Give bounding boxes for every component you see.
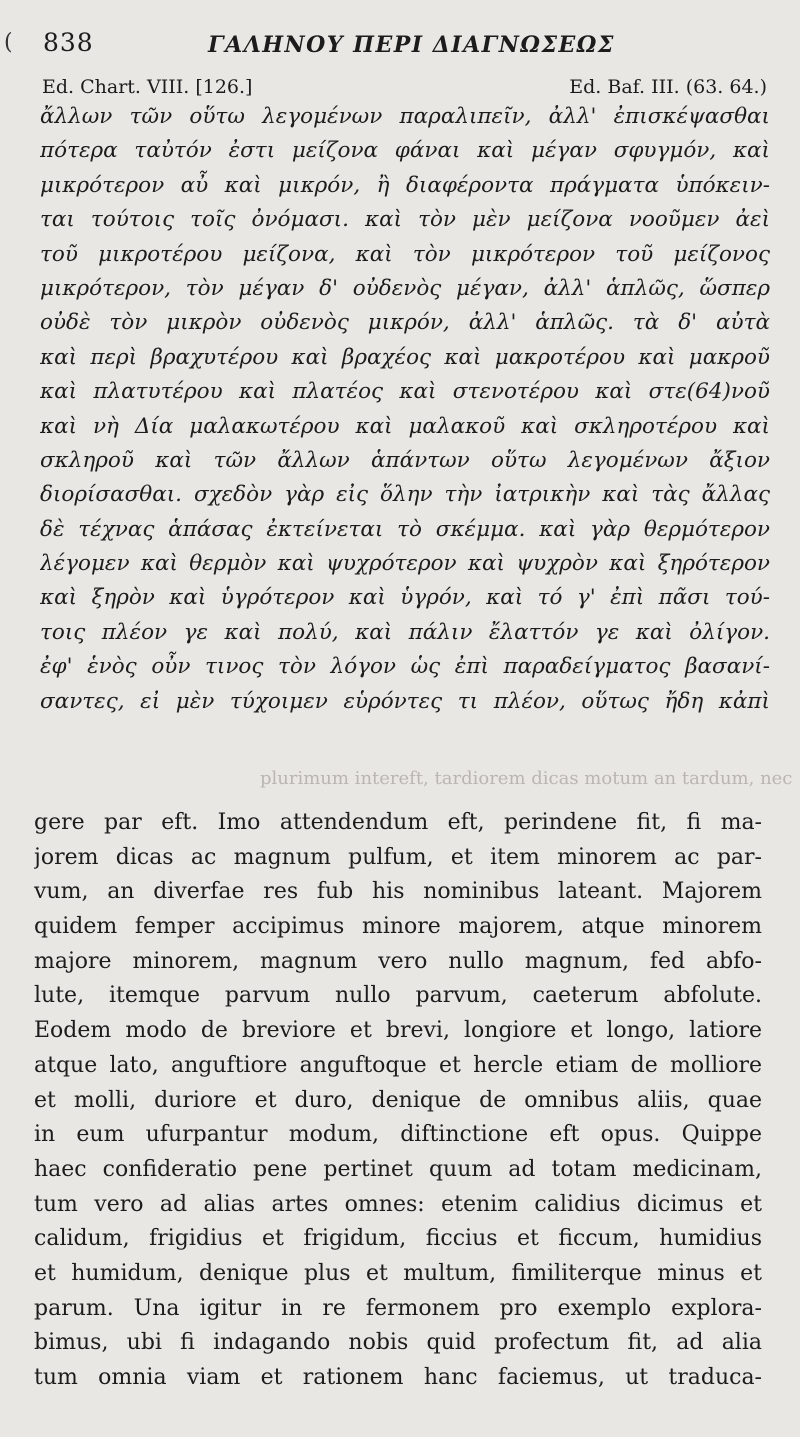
greek-line: ἐφ' ἑνὸς οὖν τινος τὸν λόγον ὡς ἐπὶ παραδείγματος βασανί- [40, 654, 770, 680]
latin-line: quidem femper accipimus minore majorem, atque minorem [34, 914, 762, 940]
greek-line: καὶ ξηρὸν καὶ ὑγρότερον καὶ ὑγρόν, καὶ τό γ' ἐπὶ πᾶσι τού- [40, 585, 770, 611]
greek-line: καὶ νὴ Δία μαλακωτέρου καὶ μαλακοῦ καὶ σκληροτέρου καὶ [40, 413, 770, 439]
latin-line: bimus, ubi fi indagando nobis quid profectum fit, ad alia [34, 1330, 762, 1356]
latin-text-block [34, 806, 762, 1396]
latin-line: et molli, duriore et duro, denique de omnibus aliis, quae [34, 1087, 762, 1113]
greek-line: καὶ πλατυτέρου καὶ πλατέος καὶ στενοτέρου καὶ στε(64)νοῦ [40, 379, 770, 405]
greek-line: πότερα ταὐτόν ἐστι μείζονα φάναι καὶ μέγαν σφυγμόν, καὶ [40, 138, 770, 164]
latin-line: tum omnia viam et rationem hanc faciemus, ut traduca- [34, 1365, 762, 1390]
edition-references [42, 76, 767, 100]
greek-line: μικρότερον αὖ καὶ μικρόν, ἢ διαφέροντα πράγματα ὑπόκειν- [40, 172, 770, 198]
greek-line: ται τούτοις τοῖς ὀνόμασι. καὶ τὸν μὲν μείζονα νοοῦμεν ἀεὶ [40, 207, 770, 233]
running-title: ΓΑΛΗΝΟΥ ΠΕΡΙ ΔΙΑΓΝΩΣΕΩΣ [208, 32, 615, 58]
latin-line: lute, itemque parvum nullo parvum, caeterum abfolute. [34, 983, 762, 1009]
greek-line: δὲ τέχνας ἁπάσας ἐκτείνεται τὸ σκέμμα. καὶ γὰρ θερμότερον [40, 516, 770, 542]
greek-line: οὐδὲ τὸν μικρὸν οὐδενὸς μικρόν, ἀλλ' ἁπλῶς. τὰ δ' αὐτὰ [40, 310, 770, 336]
edition-chartier-ref: Ed. Chart. VIII. [126.] [42, 76, 253, 98]
bleed-through-text: plurimum intereft, tardiorem dicas motum an tardum, nec [260, 768, 793, 789]
greek-line: καὶ περὶ βραχυτέρου καὶ βραχέος καὶ μακροτέρου καὶ μακροῦ [40, 344, 770, 370]
greek-line: μικρότερον, τὸν μέγαν δ' οὐδενὸς μέγαν, ἀλλ' ἁπλῶς, ὥσπερ [40, 275, 770, 301]
latin-line: calidum, frigidius et frigidum, ficcius et ficcum, humidius [34, 1226, 762, 1252]
latin-line: gere par eft. Imo attendendum eft, perindene fit, fi ma- [34, 810, 762, 835]
latin-line: parum. Una igitur in re fermonem pro exemplo explora- [34, 1295, 762, 1321]
greek-line: διορίσασθαι. σχεδὸν γὰρ εἰς ὅλην τὴν ἰατρικὴν καὶ τὰς ἄλλας [40, 482, 770, 508]
greek-line: ἄλλων τῶν οὕτω λεγομένων παραλιπεῖν, ἀλλ' ἐπισκέψασθαι [40, 104, 770, 129]
latin-line: atque lato, anguftiore anguftoque et hercle etiam de molliore [34, 1052, 762, 1078]
latin-line: haec confideratio pene pertinet quum ad totam medicinam, [34, 1156, 762, 1182]
greek-line: τοις πλέον γε καὶ πολύ, καὶ πάλιν ἔλαττόν γε καὶ ὀλίγον. [40, 619, 770, 645]
greek-line: σκληροῦ καὶ τῶν ἄλλων ἁπάντων οὕτω λεγομένων ἄξιον [40, 447, 770, 473]
page-number: 838 [43, 28, 94, 57]
latin-line: jorem dicas ac magnum pulfum, et item minorem ac par- [34, 844, 762, 870]
greek-line: τοῦ μικροτέρου μείζονα, καὶ τὸν μικρότερον τοῦ μείζονος [40, 241, 770, 267]
latin-line: tum vero ad alias artes omnes: etenim calidius dicimus et [34, 1191, 762, 1217]
running-head [40, 28, 780, 64]
greek-line: λέγομεν καὶ θερμὸν καὶ ψυχρότερον καὶ ψυχρὸν καὶ ξηρότερον [40, 551, 770, 577]
latin-line: vum, an diverfae res fub his nominibus lateant. Majorem [34, 879, 762, 905]
edition-basel-ref: Ed. Baf. III. (63. 64.) [569, 76, 767, 98]
latin-line: Eodem modo de breviore et brevi, longiore et longo, latiore [34, 1018, 762, 1044]
latin-line: majore minorem, magnum vero nullo magnum, fed abfo- [34, 948, 762, 974]
latin-line: in eum ufurpantur modum, diftinctione eft opus. Quippe [34, 1122, 762, 1148]
page-edge-mark: ( [4, 30, 13, 55]
greek-line: σαντες, εἰ μὲν τύχοιμεν εὑρόντες τι πλέον, οὕτως ἤδη κἀπὶ [40, 688, 770, 714]
greek-text-block [40, 100, 770, 719]
latin-line: et humidum, denique plus et multum, fimiliterque minus et [34, 1260, 762, 1286]
